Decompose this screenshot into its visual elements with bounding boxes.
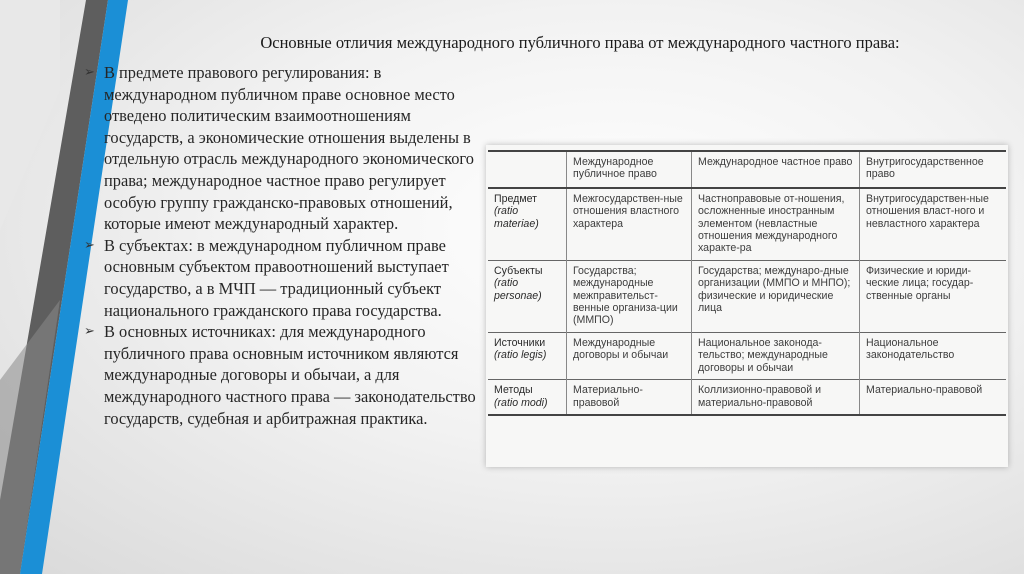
table-cell: Национальное законодательство xyxy=(860,332,1007,379)
row-name: Субъекты xyxy=(494,264,543,277)
comparison-table-image xyxy=(486,145,1008,467)
table-cell: Материально-правовой xyxy=(567,380,692,415)
arrow-check-icon: ➢ xyxy=(84,324,95,340)
header-public-law: Международное публичное право xyxy=(567,151,692,188)
stripe-light xyxy=(0,0,60,230)
table-cell: Национальное законода-тельство; международные договоры и обычаи xyxy=(692,332,860,379)
row-label xyxy=(488,332,567,379)
bullet-text: В предмете правового регулирования: в международном публичном праве основное место отведено политическим взаимоотношениям государств, а экономические отношения выделены в отдельную отрасль международного экономического права; международное частное право регулирует особую группу гражданско-правовых отношений, которые имеют международный характер. xyxy=(104,63,474,234)
header-domestic-law: Внутригосударственное право xyxy=(860,151,1007,188)
table-cell: Государства; междунаро-дные организации (ММПО и МНПО); физические и юридические лица xyxy=(692,260,860,332)
table-row xyxy=(488,332,1006,379)
table-cell: Коллизионно-правовой и материально-правовой xyxy=(692,380,860,415)
table-cell: Материально-правовой xyxy=(860,380,1007,415)
row-label xyxy=(488,260,567,332)
table-header-row xyxy=(488,151,1006,188)
table-cell: Физические и юриди-ческие лица; государ-ственные органы xyxy=(860,260,1007,332)
table-row xyxy=(488,380,1006,415)
header-private-law: Международное частное право xyxy=(692,151,860,188)
row-latin: (ratio modi) xyxy=(494,396,548,409)
header-empty xyxy=(488,151,567,188)
table-row xyxy=(488,260,1006,332)
bullet-item xyxy=(84,235,494,321)
table-cell: Межгосударствен-ные отношения властного характера xyxy=(567,188,692,261)
table-cell: Международные договоры и обычаи xyxy=(567,332,692,379)
row-label xyxy=(488,188,567,261)
row-name: Предмет xyxy=(494,192,538,205)
row-name: Источники xyxy=(494,336,546,349)
row-latin: (ratio materiae) xyxy=(494,205,539,230)
row-latin: (ratio legis) xyxy=(494,349,547,362)
table-row xyxy=(488,188,1006,261)
bullet-list xyxy=(84,62,494,429)
table-cell: Внутригосударствен-ные отношения власт-ного и невластного характера xyxy=(860,188,1007,261)
bullet-item xyxy=(84,321,494,429)
table-cell: Частноправовые от-ношения, осложненные иностранным элементом (невластные отношения международного характе-ра xyxy=(692,188,860,261)
bullet-text: В субъектах: в международном публичном праве основным субъектом правоотношений выступает государство, а в МЧП — традиционный субъект национального гражданского права государства. xyxy=(104,235,449,320)
row-label xyxy=(488,380,567,415)
row-name: Методы xyxy=(494,384,533,397)
comparison-table xyxy=(488,150,1006,416)
bullet-item xyxy=(84,62,494,235)
arrow-check-icon: ➢ xyxy=(84,237,95,253)
table-cell: Государства; международные межправительст-венные организа-ции (ММПО) xyxy=(567,260,692,332)
row-latin: (ratio personae) xyxy=(494,277,542,302)
arrow-check-icon: ➢ xyxy=(84,65,95,80)
slide-title: Основные отличия международного публичного права от международного частного права: xyxy=(260,33,900,52)
bullet-text: В основных источниках: для международного публичного права основным источником являются международные договоры и обычаи, а для международного частного права — законодательство государств, судебная и арбитражная практика. xyxy=(104,322,476,428)
